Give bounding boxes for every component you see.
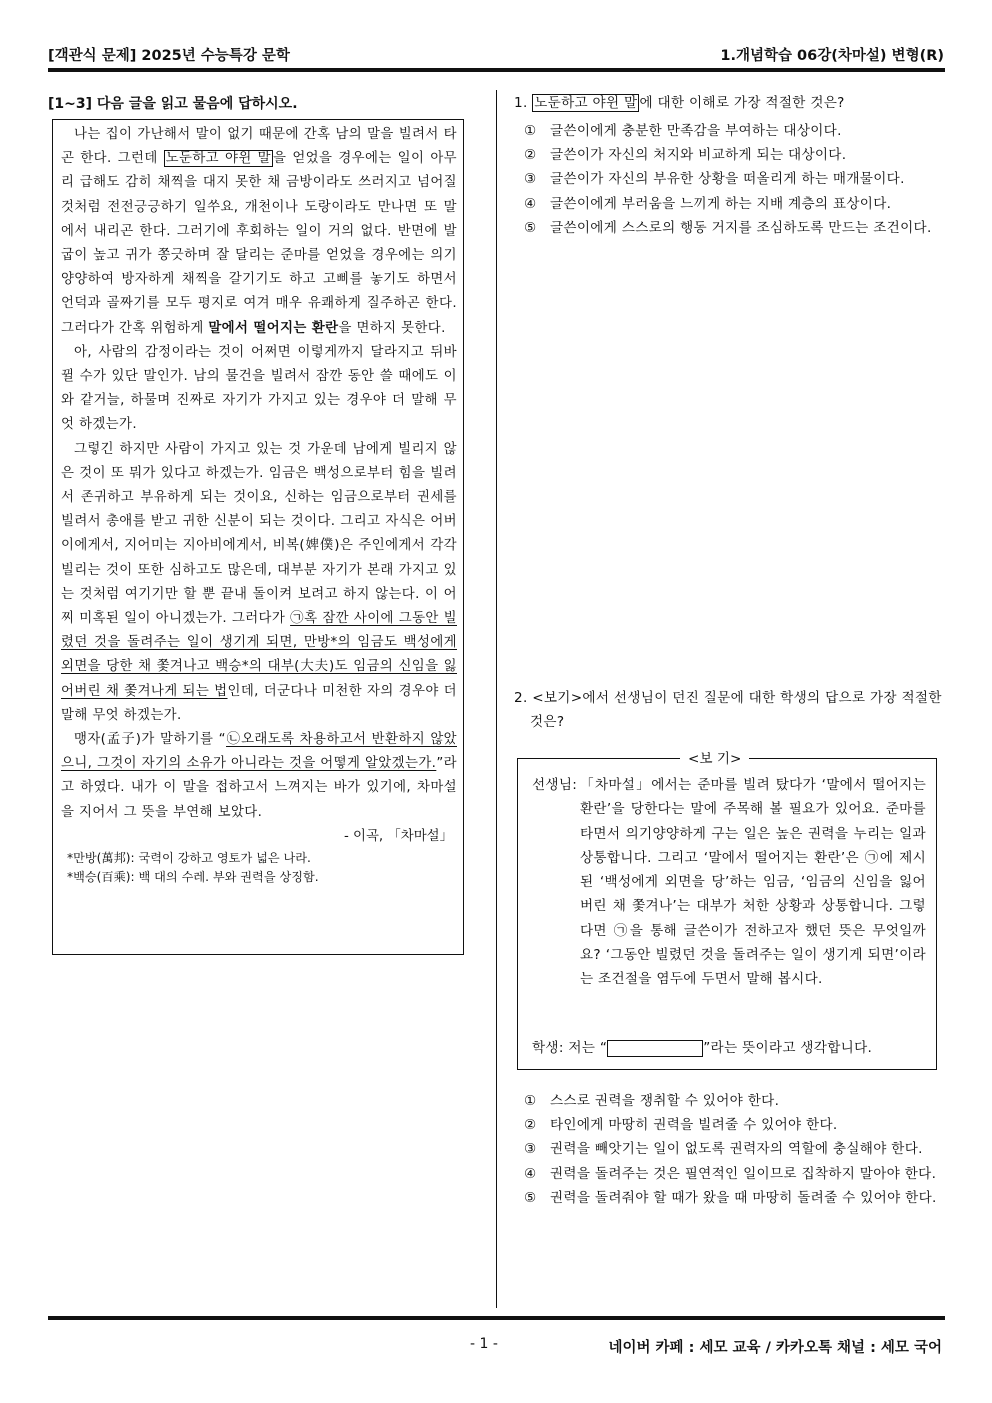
question-1-stem (514, 91, 946, 115)
option-number: ③ (524, 1141, 537, 1158)
passage-box (52, 119, 464, 955)
question-number: 1. (514, 95, 528, 111)
footnote-2: *백승(百乘): 백 대의 수레. 부와 권력을 상징함. (67, 869, 319, 884)
text: 학생: 저는 “ (532, 1040, 608, 1056)
question-2-options-wrap (514, 1085, 946, 1210)
text: 을 얻었을 경우에는 일이 아무리 급해도 감히 채찍을 대지 못한 채 금방이라도 쓰러지고 넘어질 것처럼 전전긍긍하기 일쑤요, 개천이나 도랑이라도 만나면 또 말에서 내리곤 한다. 그러기에 후회하는 일이 거의 없다. 반면에 발굽이 높고 귀가 쫑긋하며 잘 달리는 준마를 얻었을 경우에는 의기양양하여 방자하게 채찍을 갈기기도 하고 고삐를 놓기도 하면서 언덕과 골짜기를 모두 평지로 여겨 매우 유쾌하게 질주하곤 한다. 그러다가 간혹 위험하게 (61, 151, 457, 336)
text: 그렇긴 하지만 사람이 가지고 있는 것 가운데 남에게 빌리지 않은 것이 또 뭐가 있다고 하겠는가. 임금은 백성으로부터 힘을 빌려서 존귀하고 부유하게 되는 것이요, 신하는 임금으로부터 권세를 빌려서 총애를 받고 귀한 신분이 되는 것이다. 그리고 자식은 어버이에게서, 지어미는 지아비에게서, 비복(婢僕)은 주인에게서 각각 빌리는 것이 또한 심하고도 많은데, 대부분 자기가 본래 가지고 있는 것처럼 여기기만 할 뿐 끝내 돌이켜 보려고 하지 않는다. 이 어찌 미혹된 일이 아니겠는가. 그러다가 (61, 441, 457, 627)
bottom-rule (48, 1316, 945, 1320)
column-divider (496, 90, 497, 1308)
option[interactable] (514, 119, 946, 143)
option[interactable] (514, 1186, 946, 1210)
page-number: - 1 - (470, 1336, 498, 1352)
option-number: ⑤ (524, 219, 537, 236)
option-number: ④ (524, 195, 537, 212)
answer-blank (607, 1040, 703, 1057)
option[interactable] (514, 1089, 946, 1113)
passage-paragraph-3 (61, 438, 457, 728)
instruction: [1~3] 다음 글을 읽고 물음에 답하시오. (48, 96, 298, 112)
header-title: [객관식 문제] 2025년 수능특강 문학 (48, 48, 290, 64)
header-lesson: 1.개념학습 06강(차마설) 변형(R) (720, 48, 944, 64)
student-line (532, 1036, 872, 1060)
option-text: 글쓴이에게 충분한 만족감을 부여하는 대상이다. (550, 123, 842, 139)
teacher-text: 「차마설」에서는 준마를 빌려 탔다가 ‘말에서 떨어지는 환란’을 당한다는 말에 주목해 볼 필요가 있어요. 준마를 타면서 의기양양하게 구는 일은 높은 권력을 누리는 일과 상통합니다. 그리고 ‘말에서 떨어지는 환란’은 ㉠에 제시된 ‘백성에게 외면을 당’하는 임금, ‘임금의 신임을 잃어버린 채 쫓겨나’는 대부가 처한 상황과 상통합니다. 그렇다면 ㉠을 통해 글쓴이가 전하고자 했던 뜻은 무엇일까요? ‘그동안 빌렸던 것을 돌려주는 일이 생기게 되면’이라는 조건절을 염두에 두면서 말해 봅시다. (580, 777, 926, 988)
text: 나는 집이 가난해서 말이 없기 때문에 간혹 남의 말을 빌려서 타곤 한다. 그런데 (61, 127, 457, 167)
boxed-phrase: 노둔하고 야윈 말 (534, 95, 638, 111)
option[interactable] (514, 1113, 946, 1137)
footnote-1: *만방(萬邦): 국력이 강하고 영토가 넓은 나라. (67, 850, 311, 865)
text: 에 대한 이해로 가장 적절한 것은? (639, 95, 845, 111)
underlined-b: ㉡오래도록 차용하고서 반환하지 않았으니, 그것이 자기의 소유가 아니라는 것을 어떻게 알았겠는가. (61, 732, 457, 772)
option-number: ② (524, 147, 537, 164)
passage-paragraph-2: 아, 사람의 감정이라는 것이 어쩌면 이렇게까지 달라지고 뒤바뀔 수가 있단 말인가. 남의 물건을 빌려서 잠깐 동안 쓸 때에도 이와 같거늘, 하물며 진짜로 자기가 가지고 있는 경우야 더 말해 무엇 하겠는가. (61, 344, 457, 433)
teacher-label: 선생님: (532, 777, 578, 793)
passage-paragraph-1 (61, 123, 457, 341)
footer-channels: 네이버 카페 : 세모 교육 / 카카오톡 채널 : 세모 국어 (608, 1340, 942, 1356)
question-2-stem: 2. <보기>에서 선생님이 던진 질문에 대한 학생의 답으로 가장 적절한 것은? (514, 690, 942, 730)
option-text: 글쓴이에게 부러움을 느끼게 하는 지배 계층의 표상이다. (550, 195, 892, 212)
text: ”라는 뜻이라고 생각합니다. (703, 1040, 873, 1056)
bold-phrase: 말에서 떨어지는 환란 (208, 320, 339, 336)
option[interactable] (514, 1137, 946, 1161)
text: 맹자(孟子)가 말하기를 “ (74, 732, 227, 748)
option-number: ③ (524, 171, 537, 188)
text: 인데, 더군다나 미천한 자의 경우야 더 말해 무엇 하겠는가. (61, 683, 457, 723)
question-2-options (514, 1089, 946, 1210)
option-number: ④ (524, 1165, 537, 1182)
option-text: 글쓴이가 자신의 처지와 비교하게 되는 대상이다. (550, 147, 847, 164)
option[interactable] (514, 143, 946, 167)
text: ”라고 하였다. 내가 이 말을 접하고서 느껴지는 바가 있기에, 차마설을 지어서 그 뜻을 부연해 보았다. (61, 756, 457, 820)
option[interactable] (514, 192, 946, 216)
option-text: 권력을 돌려주는 것은 필연적인 일이므로 집착하지 말아야 한다. (550, 1165, 937, 1182)
option-text: 글쓴이에게 스스로의 행동 거지를 조심하도록 만드는 조건이다. (550, 219, 932, 236)
option-text: 스스로 권력을 쟁취할 수 있어야 한다. (550, 1093, 780, 1109)
bogi-box (517, 758, 937, 1070)
option-number: ⑤ (524, 1189, 537, 1206)
boxed-phrase: 노둔하고 야윈 말 (165, 151, 271, 167)
top-rule (48, 68, 945, 72)
source: - 이곡, 「차마설」 (343, 828, 453, 844)
question-1-options (514, 119, 946, 240)
option-text: 권력을 빼앗기는 일이 없도록 권력자의 역할에 충실해야 한다. (550, 1141, 923, 1158)
option[interactable] (514, 216, 946, 240)
question-2 (514, 686, 946, 734)
text: 을 면하지 못한다. (338, 320, 446, 336)
option[interactable] (514, 1162, 946, 1186)
option-number: ① (524, 123, 537, 139)
option-number: ② (524, 1117, 537, 1134)
option[interactable] (514, 167, 946, 191)
option-text: 권력을 돌려줘야 할 때가 왔을 때 마땅히 돌려줄 수 있어야 한다. (550, 1189, 937, 1206)
question-1 (514, 91, 946, 240)
passage-paragraph-4 (61, 728, 457, 825)
bogi-title: <보 기> (680, 747, 749, 767)
option-text: 글쓴이가 자신의 부유한 상황을 떠올리게 하는 매개물이다. (550, 171, 905, 188)
underlined-a: ㉠혹 잠깐 사이에 그동안 빌렸던 것을 돌려주는 일이 생기게 되면, 만방*의 임금도 백성에게 외면을 당한 채 쫓겨나고 백승*의 대부(大夫)도 임금의 신임을 잃어버린 채 쫓겨나게 되는 법 (61, 611, 457, 699)
option-text: 타인에게 마땅히 권력을 빌려줄 수 있어야 한다. (550, 1117, 838, 1134)
option-number: ① (524, 1093, 537, 1109)
